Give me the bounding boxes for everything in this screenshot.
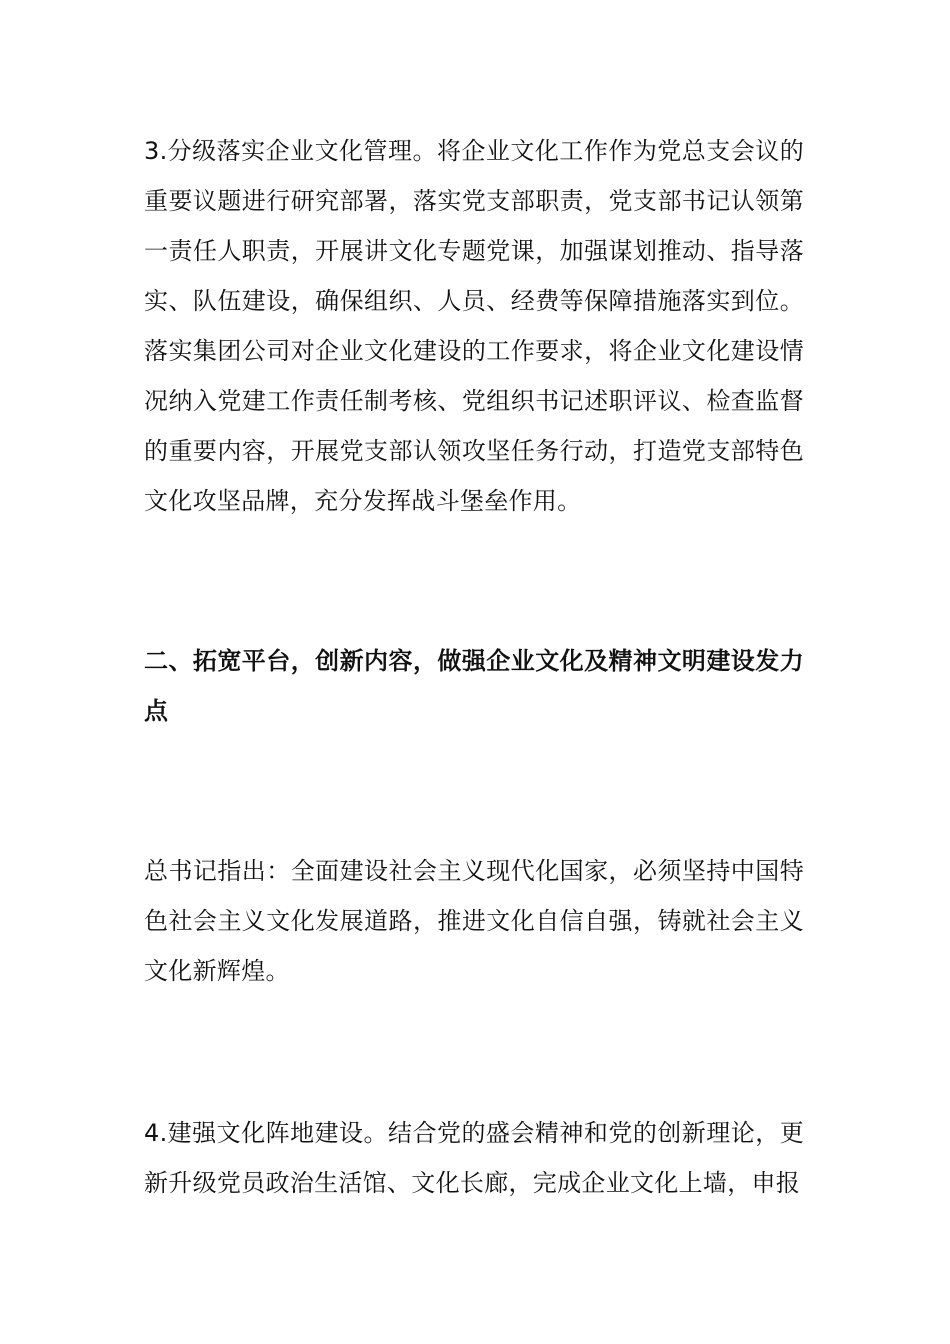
section-heading: 二、拓宽平台，创新内容，做强企业文化及精神文明建设发力点 — [144, 647, 804, 725]
body-paragraph-quote: 总书记指出：全面建设社会主义现代化国家，必须坚持中国特色社会主义文化发展道路，推进文化自信自强，铸就社会主义文化新辉煌。 — [144, 857, 804, 985]
body-paragraph-culture-management: 3.分级落实企业文化管理。将企业文化工作作为党总支会议的重要议题进行研究部署，落实党支部职责，党支部书记认领第一责任人职责，开展讲文化专题党课，加强谋划推动、指导落实、队伍建设，确保组织、人员、经费等保障措施落实到位。落实集团公司对企业文化建设的工作要求，将企业文化建设情况纳入党建工作责任制考核、党组织书记述职评议、检查监督的重要内容，开展党支部认领攻坚任务行动，打造党支部特色文化攻坚品牌，充分发挥战斗堡垒作用。 — [144, 137, 804, 515]
body-paragraph-culture-position: 4.建强文化阵地建设。结合党的盛会精神和党的创新理论，更新升级党员政治生活馆、文化长廊，完成企业文化上墙，申报 — [144, 1119, 804, 1197]
